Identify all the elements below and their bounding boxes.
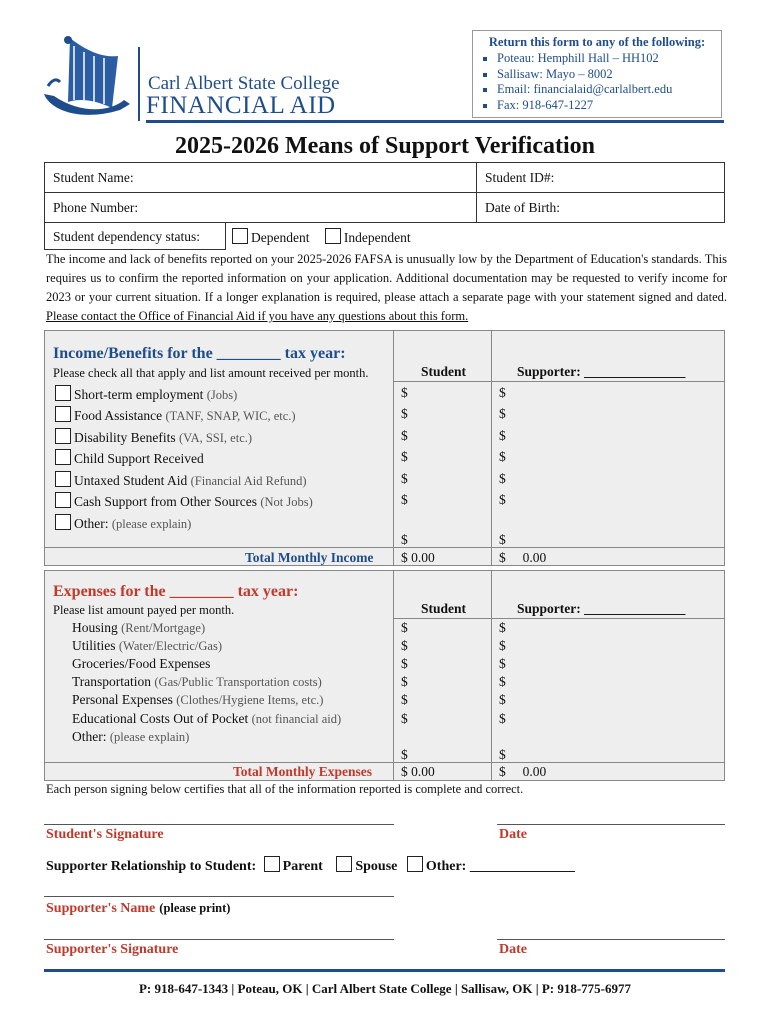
- income-supporter-col: Supporter: _______________: [517, 364, 686, 379]
- dependent-label: Dependent: [251, 230, 310, 245]
- income-student-amount[interactable]: $: [401, 385, 408, 400]
- college-logo-ship-icon: [40, 30, 140, 126]
- independent-label: Independent: [343, 230, 411, 245]
- income-student-amount[interactable]: $: [401, 428, 408, 443]
- footer-rule: [44, 969, 725, 972]
- spouse-label: Spouse: [355, 859, 398, 874]
- expense-supporter-amount[interactable]: $: [499, 656, 506, 671]
- income-checkbox[interactable]: [55, 471, 71, 487]
- income-supporter-total: $ 0.00: [499, 550, 547, 565]
- income-student-amount[interactable]: $: [401, 492, 408, 507]
- income-title: Income/Benefits for the ________ tax year:: [53, 345, 346, 362]
- expenses-total-label: Total Monthly Expenses: [233, 764, 373, 779]
- return-item: ▪ Sallisaw: Mayo – 8002: [497, 67, 715, 83]
- relationship-row: [46, 856, 575, 875]
- expense-student-amount[interactable]: $: [401, 656, 408, 671]
- expense-item: Transportation (Gas/Public Transportation costs): [72, 674, 322, 689]
- expenses-supporter-col: Supporter: _______________: [517, 601, 686, 616]
- return-item: ▪ Poteau: Hemphill Hall – HH102: [497, 51, 715, 67]
- income-item: Cash Support from Other Sources (Not Jobs): [55, 492, 313, 510]
- expense-item: Utilities (Water/Electric/Gas): [72, 638, 222, 653]
- dob-label: Date of Birth:: [485, 200, 560, 215]
- income-item: Untaxed Student Aid (Financial Aid Refund): [55, 471, 307, 489]
- income-supporter-amount[interactable]: $: [499, 406, 506, 421]
- supporter-name-label: Supporter's Name: [46, 901, 156, 916]
- supporter-signature-line[interactable]: [44, 939, 394, 940]
- income-item: Food Assistance (TANF, SNAP, WIC, etc.): [55, 406, 296, 424]
- income-item: Short-term employment (Jobs): [55, 385, 237, 403]
- phone-label: Phone Number:: [53, 200, 139, 215]
- expense-supporter-amount[interactable]: $: [499, 620, 506, 635]
- parent-checkbox[interactable]: [264, 856, 280, 872]
- income-checkbox[interactable]: [55, 428, 71, 444]
- student-signature-label: Student's Signature: [46, 827, 164, 842]
- dob-field[interactable]: [476, 192, 725, 223]
- expense-item: Housing (Rent/Mortgage): [72, 620, 206, 635]
- expense-student-amount[interactable]: $: [401, 674, 408, 689]
- expense-item: Groceries/Food Expenses: [72, 656, 211, 671]
- expense-student-amount[interactable]: $: [401, 638, 408, 653]
- other-label: Other: _______________: [425, 859, 575, 874]
- student-name-field[interactable]: [44, 162, 477, 193]
- income-item: Disability Benefits (VA, SSI, etc.): [55, 428, 252, 446]
- page-title: 2025-2026 Means of Support Verification: [175, 133, 595, 159]
- relationship-label: Supporter Relationship to Student:: [46, 859, 257, 874]
- department-name: FINANCIAL AID: [146, 92, 336, 119]
- expense-supporter-amount[interactable]: $: [499, 711, 506, 726]
- supporter-date-label: Date: [499, 942, 527, 957]
- expense-supporter-amount[interactable]: $: [499, 692, 506, 707]
- income-supporter-amount[interactable]: $: [499, 428, 506, 443]
- dependency-options: [232, 228, 411, 246]
- income-supporter-amount[interactable]: $: [499, 471, 506, 486]
- income-checkbox[interactable]: [55, 514, 71, 530]
- income-student-total: $ 0.00: [401, 550, 435, 565]
- student-signature-line[interactable]: [44, 824, 394, 825]
- supporter-date-line[interactable]: [497, 939, 725, 940]
- expenses-supporter-total: $ 0.00: [499, 764, 547, 779]
- phone-field[interactable]: [44, 192, 477, 223]
- income-supporter-amount[interactable]: $: [499, 532, 506, 547]
- income-student-amount[interactable]: $: [401, 471, 408, 486]
- expense-item: Other: (please explain): [72, 729, 190, 744]
- logo-divider: [138, 47, 140, 121]
- supporter-name-label-row: [46, 899, 230, 917]
- footer-contact: P: 918-647-1343 | Poteau, OK | Carl Albert State College | Sallisaw, OK | P: 918-775-6977: [138, 981, 632, 996]
- income-checkbox[interactable]: [55, 385, 71, 401]
- expense-supporter-amount[interactable]: $: [499, 747, 506, 762]
- income-item: Other: (please explain): [55, 514, 191, 532]
- return-info-box: [472, 30, 722, 118]
- expense-supporter-amount[interactable]: $: [499, 674, 506, 689]
- expense-supporter-amount[interactable]: $: [499, 638, 506, 653]
- expenses-student-col: Student: [421, 601, 467, 616]
- income-panel: [44, 330, 725, 566]
- income-subtitle: Please check all that apply and list amount received per month.: [53, 366, 369, 380]
- income-item: Child Support Received: [55, 449, 204, 467]
- expenses-title: Expenses for the ________ tax year:: [53, 583, 299, 600]
- intro-paragraph: [46, 250, 727, 326]
- income-supporter-amount[interactable]: $: [499, 385, 506, 400]
- return-item[interactable]: ▪ Email: financialaid@carlalbert.edu: [497, 82, 715, 98]
- student-name-label: Student Name:: [53, 170, 134, 185]
- independent-checkbox[interactable]: [325, 228, 341, 244]
- expense-item: Educational Costs Out of Pocket (not financial aid): [72, 711, 342, 726]
- expense-student-amount[interactable]: $: [401, 711, 408, 726]
- student-date-line[interactable]: [497, 824, 725, 825]
- income-checkbox[interactable]: [55, 449, 71, 465]
- dependency-label: Student dependency status:: [53, 229, 200, 244]
- return-item: ▪ Fax: 918-647-1227: [497, 98, 715, 114]
- income-checkbox[interactable]: [55, 406, 71, 422]
- income-supporter-amount[interactable]: $: [499, 492, 506, 507]
- supporter-name-line[interactable]: [44, 896, 394, 897]
- intro-text: The income and lack of benefits reported on your 2025-2026 FAFSA is unusually low by the Department of Education's standards. This requires us to confirm the reported information on your application. Additional documentation may be requested to verify income for 2023 or your current situation. If a longer explanation is required, please attach a separate page with your statement signed and dated.: [46, 252, 727, 304]
- supporter-signature-label: Supporter's Signature: [46, 942, 179, 957]
- expense-student-amount[interactable]: $: [401, 620, 408, 635]
- student-id-field[interactable]: [476, 162, 725, 193]
- parent-label: Parent: [282, 859, 323, 874]
- income-total-label: Total Monthly Income: [245, 550, 374, 565]
- return-title: Return this form to any of the following:: [488, 35, 706, 49]
- income-student-amount[interactable]: $: [401, 449, 408, 464]
- income-student-amount[interactable]: $: [401, 406, 408, 421]
- spouse-checkbox[interactable]: [336, 856, 352, 872]
- please-print-note: (please print): [159, 901, 231, 915]
- dependent-checkbox[interactable]: [232, 228, 248, 244]
- expense-student-amount[interactable]: $: [401, 692, 408, 707]
- dependency-label-cell: [44, 222, 226, 250]
- student-info-grid: [44, 162, 725, 250]
- college-name: Carl Albert State College: [148, 73, 340, 94]
- other-checkbox[interactable]: [407, 856, 423, 872]
- expenses-subtitle: Please list amount payed per month.: [53, 603, 235, 617]
- expenses-student-total: $ 0.00: [401, 764, 435, 779]
- income-student-amount[interactable]: $: [401, 532, 408, 547]
- expense-student-amount[interactable]: $: [401, 747, 408, 762]
- expense-item: Personal Expenses (Clothes/Hygiene Items, etc.): [72, 692, 324, 707]
- student-id-label: Student ID#:: [485, 170, 555, 185]
- income-student-col: Student: [421, 364, 467, 379]
- income-supporter-amount[interactable]: $: [499, 449, 506, 464]
- student-date-label: Date: [499, 827, 527, 842]
- certify-text: Each person signing below certifies that all of the information reported is complete and correct.: [46, 782, 524, 796]
- contact-note: Please contact the Office of Financial Aid if you have any questions about this form.: [46, 309, 469, 323]
- income-checkbox[interactable]: [55, 492, 71, 508]
- expenses-panel: [44, 570, 725, 781]
- header-rule: [146, 120, 724, 123]
